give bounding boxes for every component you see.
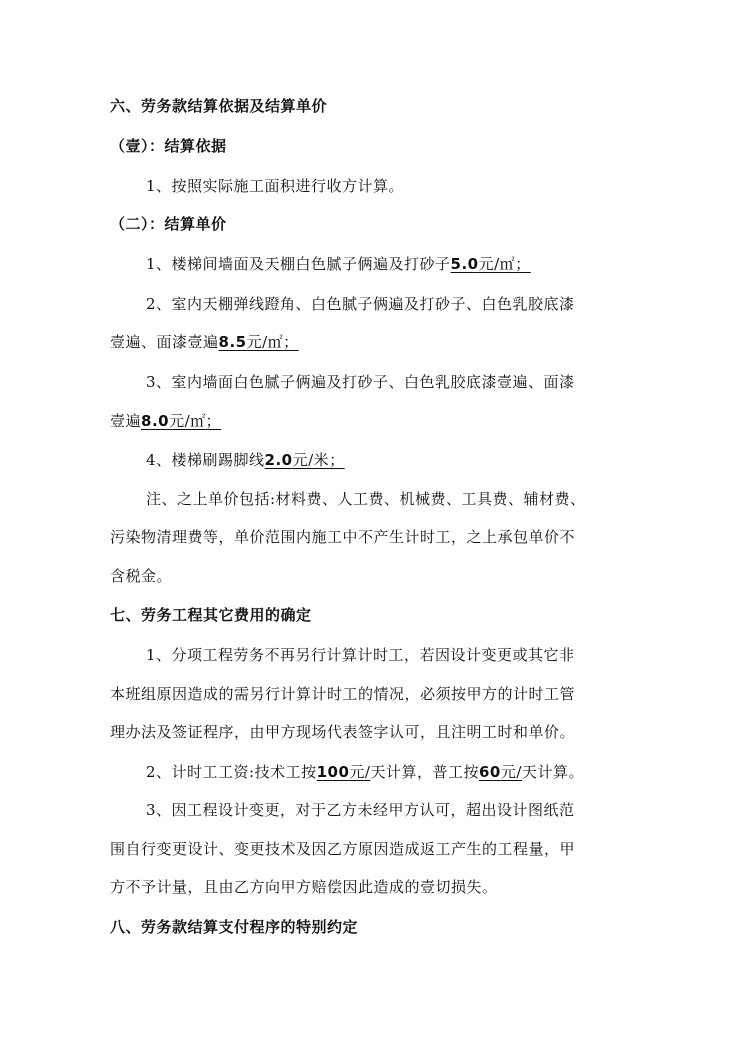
- other-cost-item-1-line-1: 1、分项工程劳务不再另行计算计时工，若因设计变更或其它非: [146, 646, 575, 664]
- price-item-2-suffix: ；: [283, 333, 299, 351]
- other-cost-item-1-line-3: 理办法及签证程序，由甲方现场代表签字认可，且注明工时和单价。: [110, 723, 576, 741]
- subheading-basis: （壹）：结算依据: [110, 137, 227, 155]
- other-cost-item-2: [146, 762, 686, 782]
- section-6-heading: 六、劳务款结算依据及结算单价: [110, 97, 328, 115]
- price-item-4: [146, 450, 686, 470]
- general-wage-amount: 60: [479, 763, 501, 781]
- other-cost-item-3-line-3: 方不予计量，且由乙方向甲方赔偿因此造成的壹切损失。: [110, 878, 498, 896]
- price-item-3-line-1: 3、室内墙面白色腻子俩遍及打砂子、白色乳胶底漆壹遍、面漆: [146, 373, 575, 391]
- other-cost-item-1-line-2: 本班组原因造成的需另行计算计时工的情况，必须按甲方的计时工管: [110, 685, 576, 703]
- tech-wage-unit: 元/: [349, 763, 371, 781]
- section-7-heading: 七、劳务工程其它费用的确定: [110, 606, 312, 624]
- price-item-2-amount: 8.5: [218, 333, 247, 351]
- price-item-1-unit: 元/㎡: [478, 255, 516, 273]
- price-item-1: [146, 254, 686, 274]
- tech-wage-amount: 100: [316, 763, 350, 781]
- note-line-1: 注、之上单价包括:材料费、人工费、机械费、工具费、辅材费、: [146, 490, 586, 508]
- price-item-3-suffix: ；: [205, 412, 222, 430]
- price-item-1-amount: 5.0: [450, 255, 479, 273]
- price-item-2-line-1: 2、室内天棚弹线蹬角、白色腻子俩遍及打砂子、白色乳胶底漆: [146, 295, 575, 313]
- basis-item-1: 1、按照实际施工面积进行收方计算。: [146, 177, 405, 195]
- price-item-2-text: 壹遍、面漆壹遍: [110, 333, 219, 351]
- price-item-3-line-2: [110, 411, 650, 431]
- wage-text-c: 天计算。: [521, 763, 584, 781]
- price-item-4-suffix: ；: [329, 451, 345, 469]
- price-item-3-amount: 8.0: [141, 412, 170, 430]
- wage-text-a: 2、计时工工资:技术工按: [146, 763, 317, 781]
- general-wage-unit: 元/: [500, 763, 522, 781]
- price-item-1-suffix: ；: [515, 255, 531, 273]
- wage-text-b: 天计算，普工按: [370, 763, 479, 781]
- other-cost-item-3-line-2: 围自行变更设计、变更技术及因乙方原因造成返工产生的工程量，甲: [110, 840, 576, 858]
- price-item-4-amount: 2.0: [264, 451, 293, 469]
- price-item-3-unit: 元/㎡: [169, 412, 206, 430]
- note-line-3: 含税金。: [110, 567, 173, 585]
- price-item-4-unit: 元/米: [292, 451, 330, 469]
- section-8-heading: 八、劳务款结算支付程序的特别约定: [110, 918, 359, 936]
- other-cost-item-3-line-1: 3、因工程设计变更，对于乙方未经甲方认可，超出设计图纸范: [146, 801, 575, 819]
- price-item-2-unit: 元/㎡: [246, 333, 284, 351]
- price-item-1-text: 1、楼梯间墙面及天棚白色腻子俩遍及打砂子: [146, 255, 451, 273]
- price-item-3-text: 壹遍: [110, 412, 142, 430]
- note-line-2: 污染物清理费等，单价范围内施工中不产生计时工，之上承包单价不: [110, 528, 576, 546]
- subheading-unit-price: （二）：结算单价: [110, 215, 227, 233]
- price-item-4-text: 4、楼梯刷踢脚线: [146, 451, 265, 469]
- price-item-2-line-2: [110, 332, 650, 352]
